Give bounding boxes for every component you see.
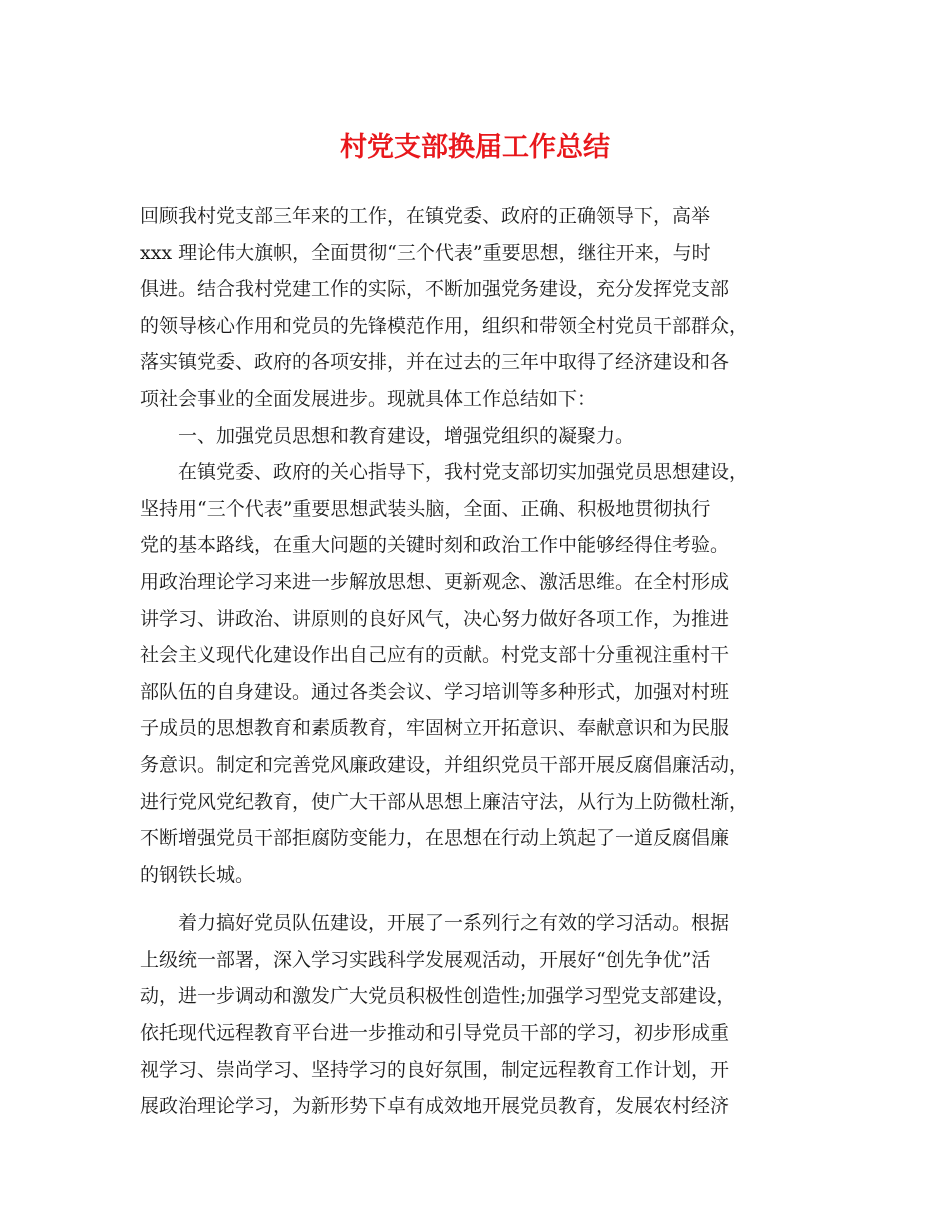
text-line: 上级统一部署，深入学习实践科学发展观活动，开展好“创先争优”活 (140, 948, 711, 971)
paragraph-4 (140, 905, 815, 1125)
document-title: 村党支部换届工作总结 (340, 132, 610, 163)
text-line: 的领导核心作用和党员的先锋模范作用，组织和带领全村党员干部群众， (140, 314, 749, 337)
text-line: 讲学习、讲政治、讲原则的良好风气，决心努力做好各项工作，为推进 (140, 607, 730, 630)
text-line: 在镇党委、政府的关心指导下，我村党支部切实加强党员思想建设， (178, 461, 749, 484)
paragraph-2-heading (140, 418, 815, 455)
paragraph-3 (140, 454, 815, 893)
text-line: 着力搞好党员队伍建设，开展了一系列行之有效的学习活动。根据 (178, 912, 730, 935)
text-line: 项社会事业的全面发展进步。现就具体工作总结如下： (140, 387, 597, 410)
text-line: 用政治理论学习来进一步解放思想、更新观念、激活思维。在全村形成 (140, 570, 730, 593)
text-line: 落实镇党委、政府的各项安排，并在过去的三年中取得了经济建设和各 (140, 351, 730, 374)
text-line: 的钢铁长城。 (140, 863, 255, 886)
section-heading: 一、加强党员思想和教育建设，增强党组织的凝聚力。 (178, 424, 635, 447)
text-line: 党的基本路线，在重大问题的关键时刻和政治工作中能够经得住考验。 (140, 534, 730, 557)
text-line: 子成员的思想教育和素质教育，牢固树立开拓意识、奉献意识和为民服 (140, 717, 730, 740)
text-line: 坚持用“三个代表”重要思想武装头脑，全面、正确、积极地贯彻执行 (140, 497, 711, 520)
text-line: 依托现代远程教育平台进一步推动和引导党员干部的学习，初步形成重 (140, 1022, 730, 1045)
text-line: xxx 理论伟大旗帜，全面贯彻“三个代表”重要思想，继往开来，与时 (140, 241, 711, 264)
text-line: 部队伍的自身建设。通过各类会议、学习培训等多种形式，加强对村班 (140, 680, 730, 703)
text-line: 展政治理论学习，为新形势下卓有成效地开展党员教育，发展农村经济 (140, 1095, 730, 1118)
text-line: 社会主义现代化建设作出自己应有的贡献。村党支部十分重视注重村干 (140, 644, 730, 667)
text-line: 俱进。结合我村党建工作的实际，不断加强党务建设，充分发挥党支部 (140, 278, 730, 301)
document-body (140, 198, 815, 1125)
text-line: 动，进一步调动和激发广大党员积极性创造性;加强学习型党支部建设， (140, 985, 736, 1008)
text-line: 视学习、崇尚学习、坚持学习的良好氛围，制定远程教育工作计划，开 (140, 1058, 730, 1081)
text-line: 务意识。制定和完善党风廉政建设，并组织党员干部开展反腐倡廉活动， (140, 753, 749, 776)
text-line: 进行党风党纪教育，使广大干部从思想上廉洁守法，从行为上防微杜渐， (140, 790, 749, 813)
text-line: 不断增强党员干部拒腐防变能力，在思想在行动上筑起了一道反腐倡廉 (140, 827, 730, 850)
paragraph-1 (140, 198, 815, 418)
paragraph-spacer (140, 893, 815, 905)
text-line: 回顾我村党支部三年来的工作，在镇党委、政府的正确领导下，高举 (140, 205, 711, 227)
